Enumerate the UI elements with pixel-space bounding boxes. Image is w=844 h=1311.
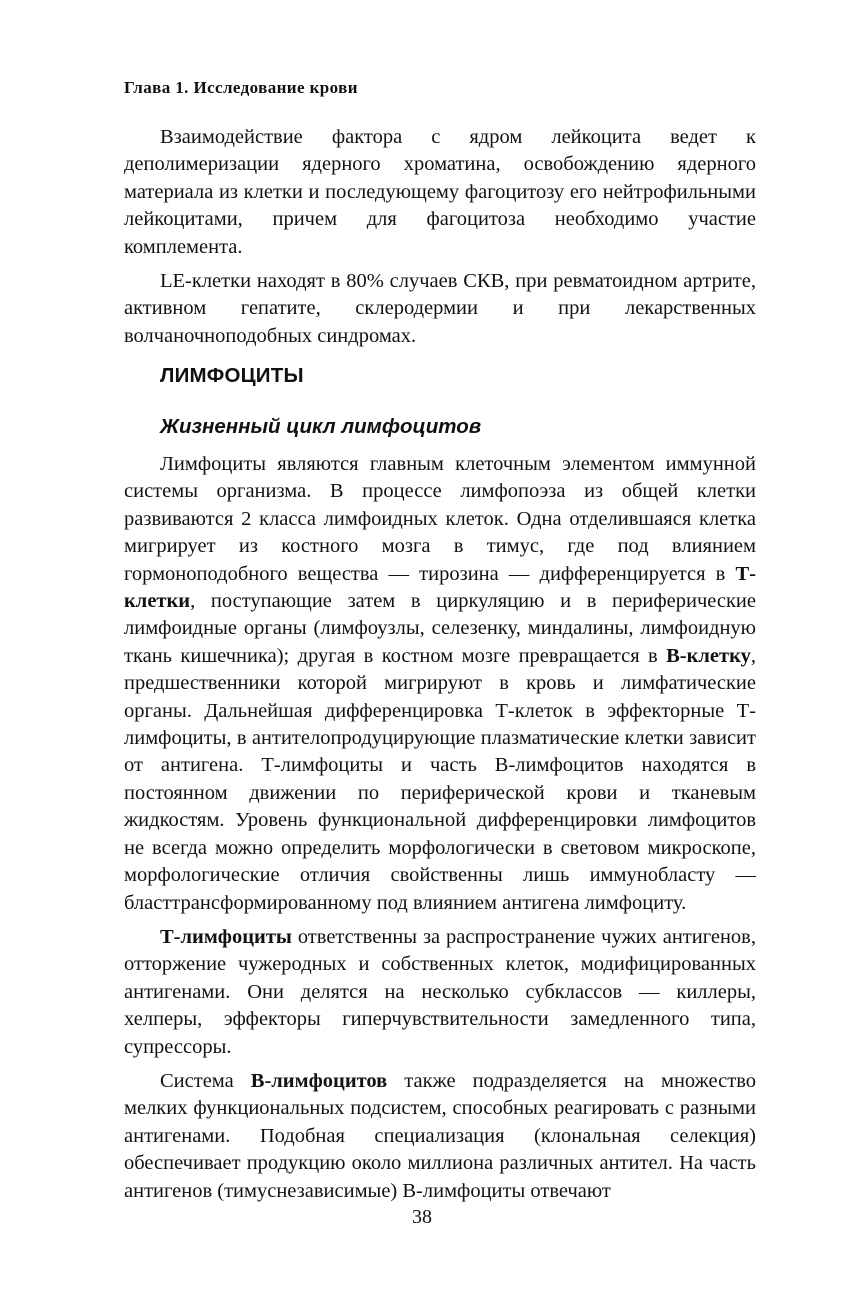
running-title: Глава 1. Исследование крови xyxy=(124,78,358,97)
paragraph: Взаимодействие фактора с ядром лейкоцита ведет к деполимеризации ядерного хроматина, освобождению ядерного материала из клетки и последующему фагоцитозу его нейтрофильными лейкоцитами, причем для фагоцитоза необходимо участие комплемента. xyxy=(124,126,756,258)
section-title: ЛИМФОЦИТЫ xyxy=(160,364,304,387)
term-t-cells: Т-клетки xyxy=(124,562,756,613)
paragraph: LE-клетки находят в 80% случаев СКВ, при ревматоидном артрите, активном гепатите, склеродермии и при лекарственных волчаночноподобных синдромах. xyxy=(124,270,756,347)
term-t-lymphocytes: Т-лимфоциты xyxy=(160,925,292,948)
subsection-title: Жизненный цикл лимфоцитов xyxy=(160,415,482,438)
text-run: также подразделяется на множество мелких функциональных подсистем, способных реагировать с разными антигенами. Подобная специализация (клональная селекция) обеспечивает продукцию около миллиона различных антител. На часть антигенов (тимуснезависимые) В-лимфоциты отвечают xyxy=(124,1069,756,1202)
term-b-cell: В-клетку xyxy=(666,644,751,667)
text-run: Лимфоциты являются главным клеточным элементом иммунной системы организма. В процессе лимфопоэза из общей клетки развиваются 2 класса лимфоидных клеток. Одна отделившаяся клетка мигрирует из костного мозга в тимус, где под влиянием гормоноподобного вещества — тирозина — дифференцируется в xyxy=(124,453,756,585)
paragraph xyxy=(124,451,756,917)
text-run: , предшественники которой мигрируют в кровь и лимфатические органы. Дальнейшая дифференцировка Т-клеток в эффекторные Т-лимфоциты, в антителопродуцирующие плазматические клетки зависит от антигена. Т-лимфоциты и часть В-лимфоцитов находятся в постоянном движении по периферической крови и тканевым жидкостям. Уровень функциональной дифференцировки лимфоцитов не всегда можно определить морфологически в световом микроскопе, морфологические отличия свойственны лишь иммунобласту — бласттрансформированному под влиянием антигена лимфоциту. xyxy=(124,644,756,914)
term-b-lymphocytes: В-лимфоцитов xyxy=(250,1069,388,1092)
lifecycle-text xyxy=(124,451,756,1205)
paragraph xyxy=(124,924,756,1061)
page-number: 38 xyxy=(412,1206,432,1228)
paragraph xyxy=(124,1068,756,1205)
intro-text xyxy=(124,124,756,350)
text-run: ответственны за распространение чужих антигенов, отторжение чужеродных и собственных клеток, модифицированных антигенами. Они делятся на несколько субклассов — киллеры, хелперы, эффекторы гиперчувствительности замедленного типа, супрессоры. xyxy=(124,925,756,1058)
text-run: , поступающие затем в циркуляцию и в периферические лимфоидные органы (лимфоузлы, селезенку, миндалины, лимфоидную ткань кишечника); другая в костном мозге превращается в xyxy=(124,590,756,667)
text-run: Система xyxy=(160,1069,251,1092)
